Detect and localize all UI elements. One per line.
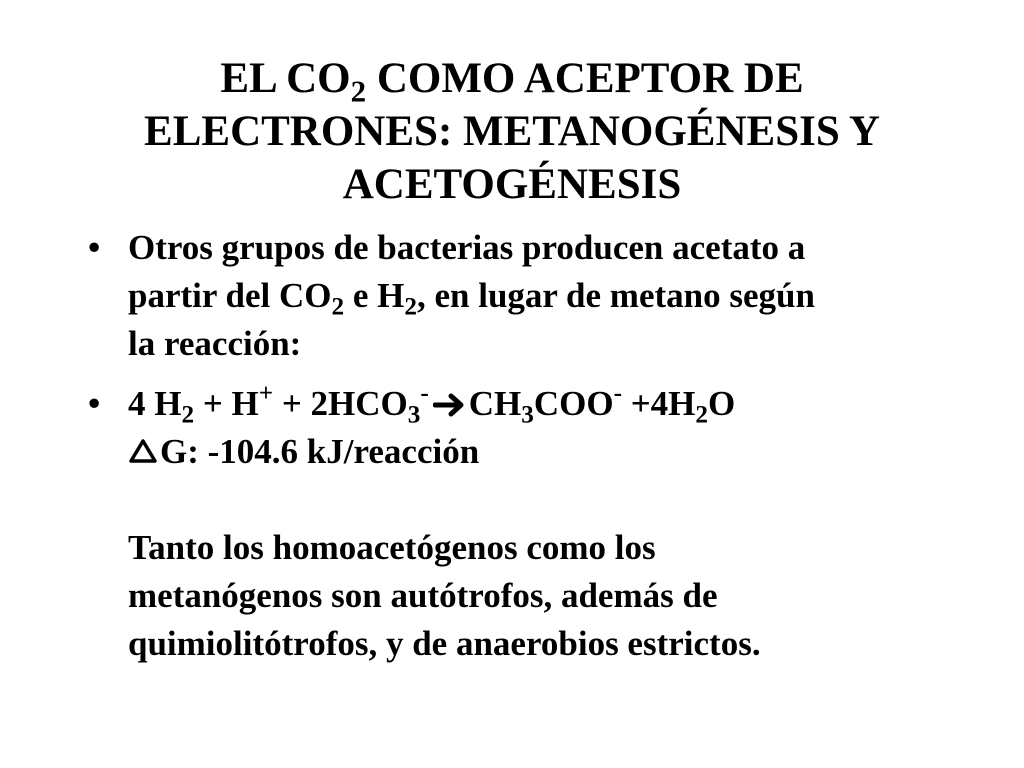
right-arrow-icon [433, 392, 467, 418]
title-line-3: ACETOGÉNESIS [342, 161, 682, 208]
spacer-line [128, 476, 928, 524]
superscript: + [258, 380, 274, 408]
text-run: + 2HCO [273, 384, 408, 423]
text-run: CH [468, 384, 522, 423]
paragraph-line-3: quimiolitótrofos, y de anaerobios estrictos. [128, 624, 761, 663]
text-run: O [708, 384, 736, 423]
text-run: e H [344, 276, 405, 315]
delta-triangle-icon [128, 438, 158, 464]
paragraph-line-2: metanógenos son autótrofos, además de [128, 576, 718, 615]
text-run: + H [194, 384, 259, 423]
title-line-2: ELECTRONES: METANOGÉNESIS Y [144, 108, 880, 155]
delta-g-line [128, 428, 928, 476]
superscript: - [613, 380, 622, 408]
reaction-equation [128, 380, 928, 428]
paragraph-line-1: Tanto los homoacetógenos como los [128, 528, 656, 567]
subscript: 3 [521, 401, 534, 429]
bullet-1-line-1: Otros grupos de bacterias producen acetato a [128, 228, 806, 267]
slide-title [60, 52, 964, 211]
bullet-text-2 [128, 380, 928, 668]
text-run: 4 H [128, 384, 182, 423]
subscript: 2 [331, 293, 345, 321]
title-text: COMO ACEPTOR DE [366, 55, 804, 102]
bullet-1-line-3: la reacción: [128, 324, 302, 363]
bullet-marker: • [88, 384, 101, 423]
subscript: 2 [695, 401, 708, 429]
superscript: - [420, 380, 429, 408]
text-run: , en lugar de metano según [416, 276, 815, 315]
bullet-text-1 [128, 224, 928, 368]
title-text: EL CO [220, 55, 351, 102]
title-line-1 [60, 52, 964, 109]
text-run: COO [533, 384, 614, 423]
subscript: 2 [404, 293, 417, 321]
text-run: partir del CO [128, 276, 332, 315]
bullet-1-line-2 [128, 272, 928, 320]
title-subscript: 2 [350, 73, 367, 109]
delta-g-value: G: -104.6 kJ/reacción [160, 432, 480, 471]
subscript: 3 [407, 401, 421, 429]
text-run: +4H [621, 384, 696, 423]
bullet-marker: • [88, 228, 101, 267]
subscript: 2 [181, 401, 195, 429]
